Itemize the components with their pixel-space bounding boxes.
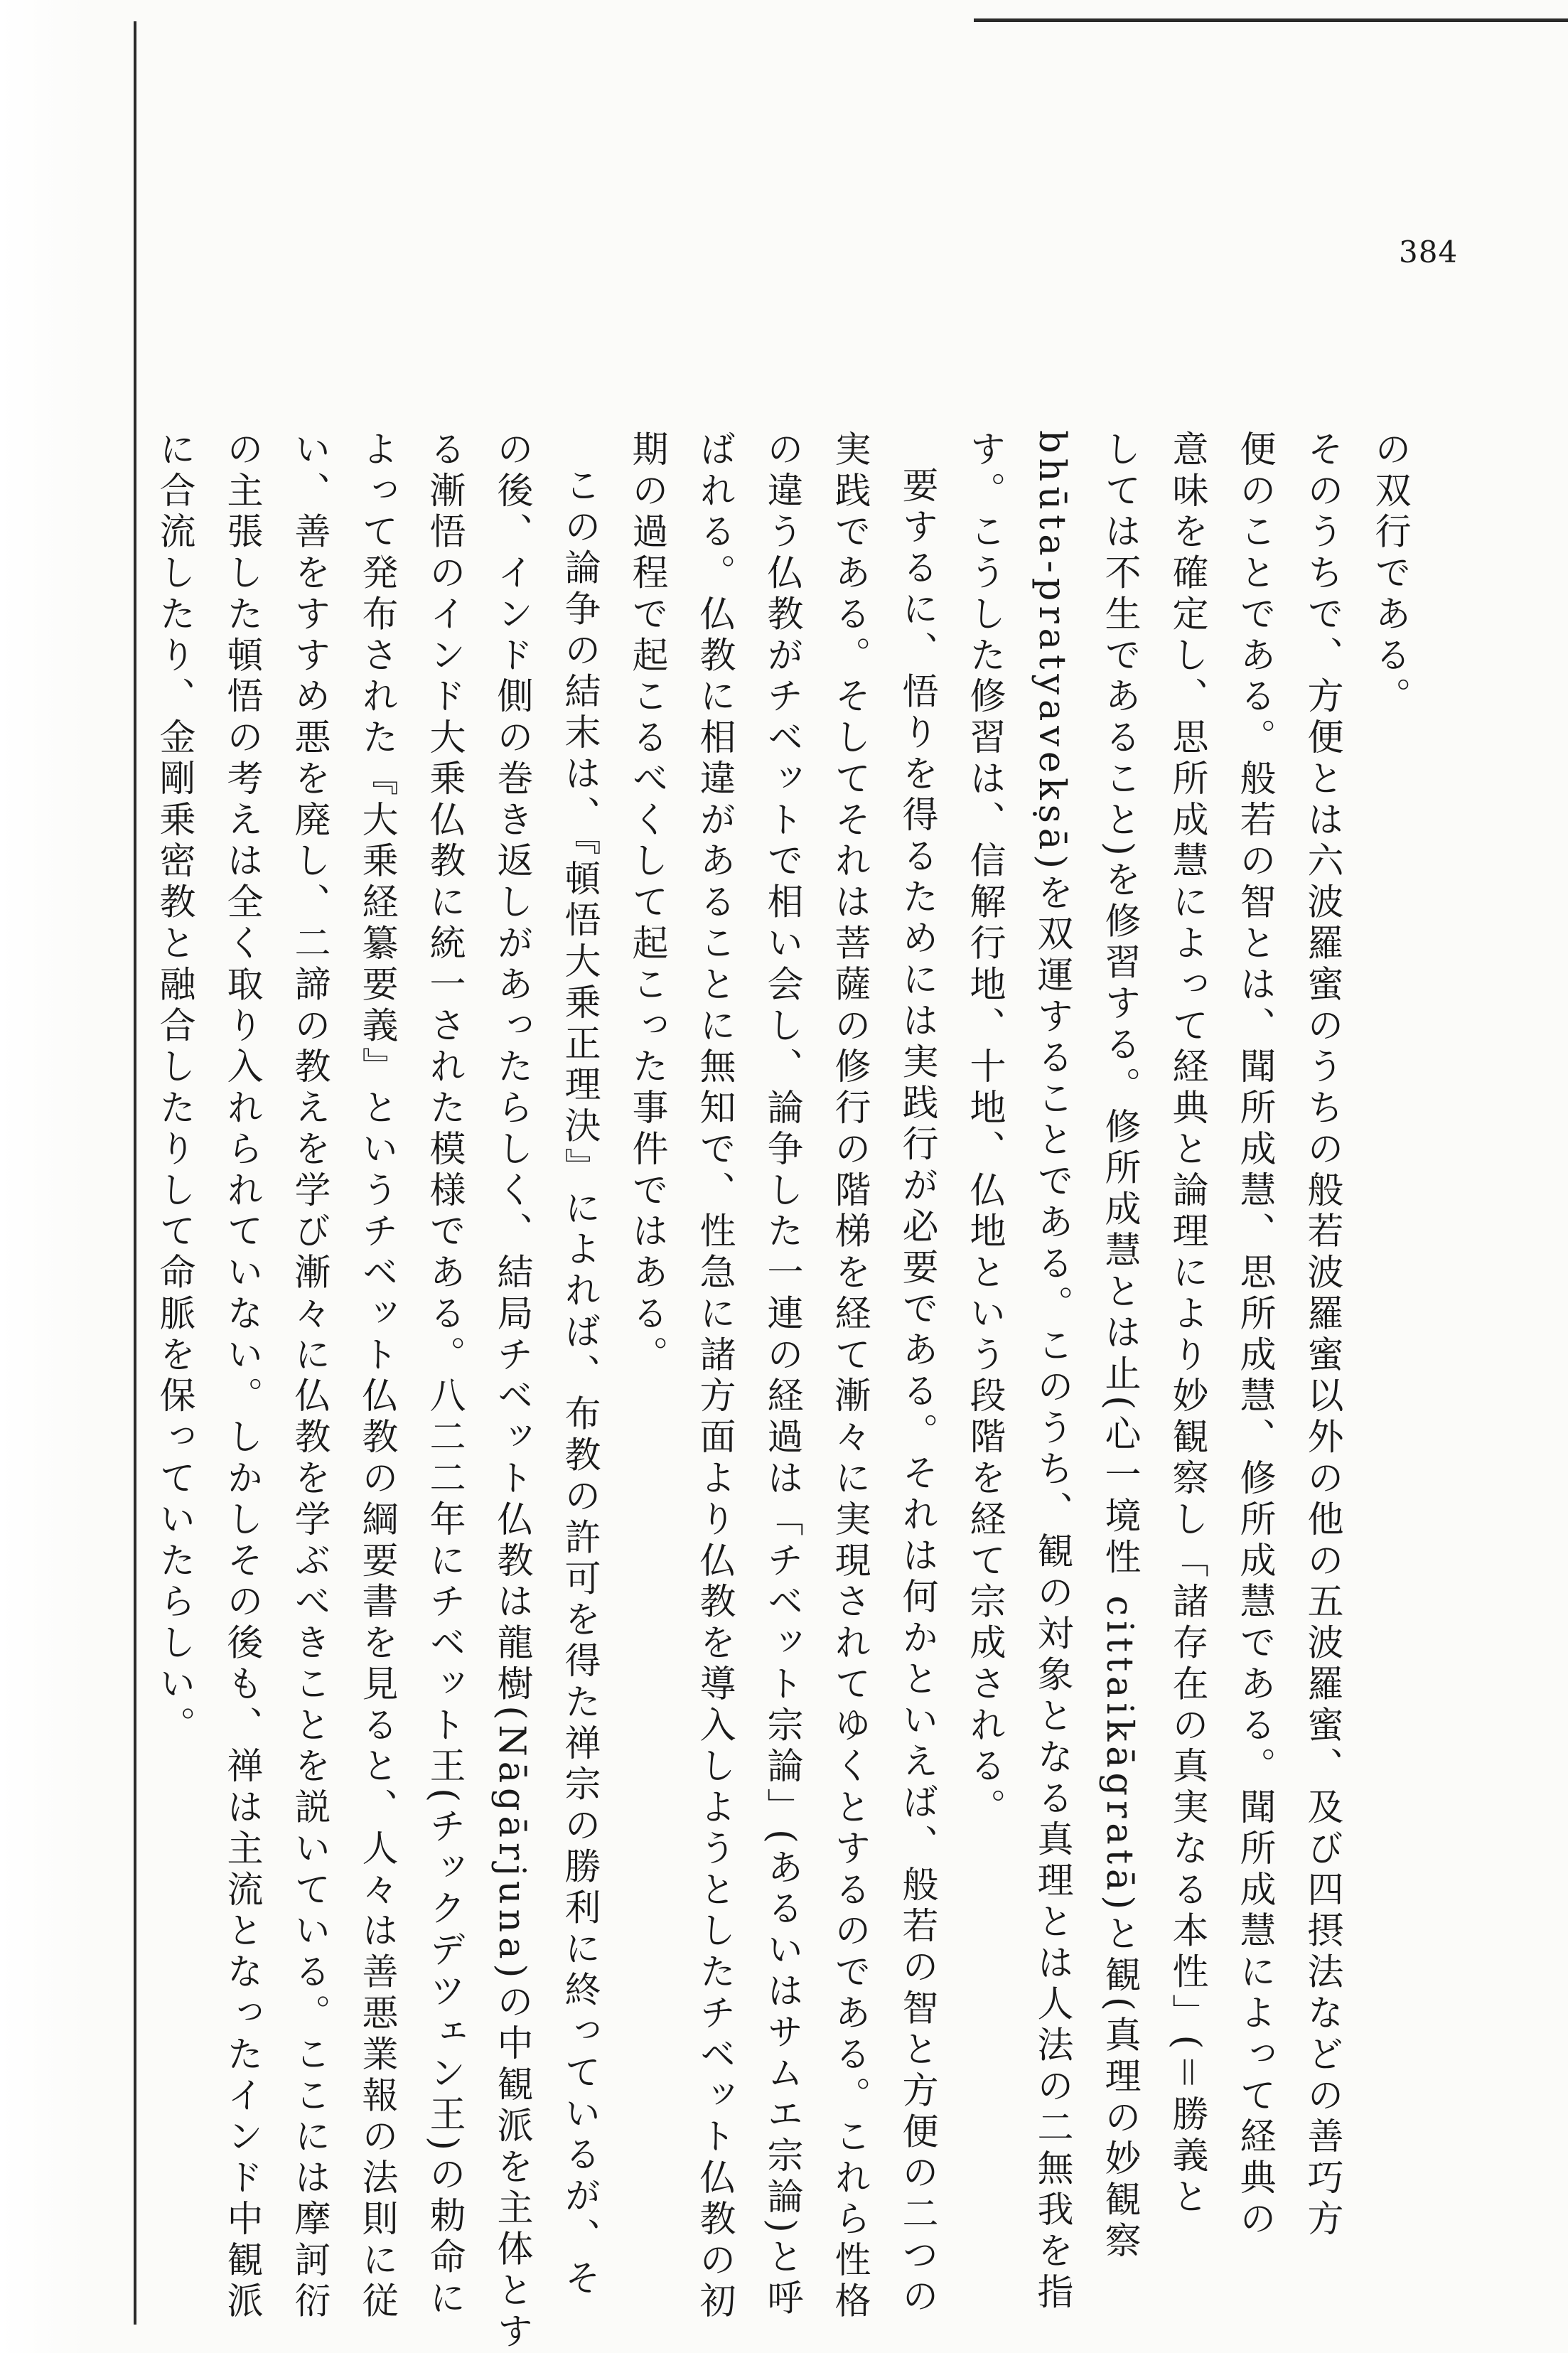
text-line: い、善をすすめ悪を廃し、二諦の教えを学び漸々に仏教を学ぶべきことを説いている。ここには摩訶衍: [288, 430, 330, 2323]
text-line: す。こうした修習は、信解行地、十地、仏地という段階を経て宗成される。: [963, 430, 1005, 1830]
body-text: [153, 430, 1423, 2353]
text-line: ばれる。仏教に相違があることに無知で、性急に諸方面より仏教を導入しようとしたチベット仏教の初: [693, 430, 735, 2323]
text-line: そのうちで、方便とは六波羅蜜のうちの般若波羅蜜以外の他の五波羅蜜、及び四摂法などの善巧方: [1301, 430, 1343, 2241]
text-line: 便のことである。般若の智とは、聞所成慧、思所成慧、修所成慧である。聞所成慧によって経典の: [1233, 430, 1275, 2241]
text-line: の主張した頓悟の考えは全く取り入れられていない。しかしその後も、禅は主流となったインド中観派: [220, 430, 262, 2323]
page-number: 384: [1399, 235, 1459, 269]
text-line: 要するに、悟りを得るためには実践行が必要である。それは何かといえば、般若の智と方便の二つの: [896, 466, 938, 2318]
text-line: る漸悟のインド大乗仏教に統一された模様である。八二二年にチベット王(チックデツェン王)の勅命に: [423, 430, 465, 2320]
text-line: の後、インド側の巻き返しがあったらしく、結局チベット仏教は龍樹(Nāgārjuna)の中観派を主体とす: [490, 430, 532, 2353]
text-line: bhūta-pratyavekṣā)を双運することである。このうち、観の対象となる真理とは人法の二無我を指: [1031, 430, 1073, 2314]
text-line: の双行である。: [1368, 430, 1410, 719]
text-line: しては不生であること)を修習する。修所成慧とは止(心一境性 cittaikāgratā)と観(真理の妙観察: [1098, 430, 1140, 2263]
spine-shadow: [0, 0, 149, 2353]
text-line: の違う仏教がチベットで相い会し、論争した一連の経過は「チベット宗論」(あるいはサムエ宗論)と呼: [761, 430, 802, 2320]
text-line: 実践である。そしてそれは菩薩の修行の階梯を経て漸々に実現されてゆくとするのである。これら性格: [828, 430, 870, 2323]
text-line: よって発布された『大乗経纂要義』というチベット仏教の綱要書を見ると、人々は善悪業報の法則に従: [355, 430, 397, 2323]
text-line: に合流したり、金剛乗密教と融合したりして命脈を保っていたらしい。: [153, 430, 195, 1747]
top-header-rule: [974, 18, 1568, 22]
text-line: 意味を確定し、思所成慧によって経典と論理により妙観察し「諸存在の真実なる本性」(＝勝義と: [1166, 430, 1208, 2219]
left-margin-rule: [134, 21, 136, 2325]
text-line: 期の過程で起こるべくして起こった事件ではある。: [625, 430, 667, 1377]
text-line: この論争の結末は、『頓悟大乗正理決』によれば、布教の許可を得た禅宗の勝利に終っているが、そ: [558, 466, 600, 2300]
